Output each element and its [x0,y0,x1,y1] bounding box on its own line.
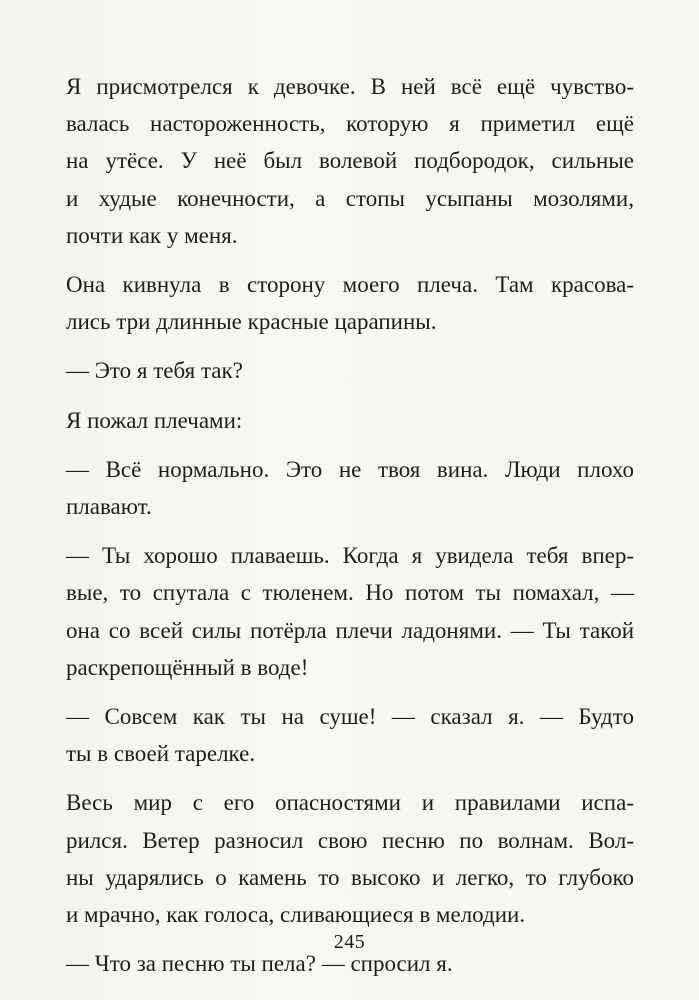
text-line: ты в своей тарелке. [66,741,256,767]
paragraph [66,451,634,525]
text-line: плавают. [66,494,152,520]
text-line: на утёсе. У неё был волевой подбородок, сильные [66,148,634,174]
text-line: — Совсем как ты на суше! — сказал я. — Будто [66,704,634,730]
text-line: Я присмотрелся к девочке. В ней всё ещё чувство- [66,74,634,99]
text-line: и мрачно, как голоса, сливающиеся в мелодии. [66,902,526,928]
body-text [66,68,634,994]
text-line: Я пожал плечами: [66,407,243,433]
paragraph [66,68,634,254]
text-line: лись три длинные красные царапины. [66,309,437,335]
paragraph [66,352,634,389]
paragraph [66,266,634,340]
text-line: — Всё нормально. Это не твоя вина. Люди плохо [66,456,634,482]
text-line: и худые конечности, а стопы усыпаны мозолями, [66,185,634,211]
text-line: — Ты хорошо плаваешь. Когда я увидела тебя впер- [66,543,634,569]
text-line: — Это я тебя так? [66,358,243,384]
text-line: раскрепощённый в воде! [66,654,309,680]
text-line: — Что за песню ты пела? — спросил я. [66,951,453,977]
text-line: она со всей силы потёрла плечи ладонями. — Ты такой [66,617,634,643]
page-number: 245 [333,931,366,953]
text-line: ны ударялись о камень то высоко и легко, то глубоко [66,864,634,890]
text-line: вые, то спутала с тюленем. Но потом ты помахал, — [66,580,634,606]
paragraph [66,698,634,772]
paragraph [66,784,634,933]
paragraph [66,402,634,439]
text-line: рился. Ветер разносил свою песню по волнам. Вол- [66,827,634,853]
text-line: Весь мир с его опасностями и правилами испа- [66,790,634,816]
paragraph [66,537,634,686]
text-line: Она кивнула в сторону моего плеча. Там красова- [66,272,634,298]
text-line: почти как у меня. [66,222,238,248]
text-line: валась настороженность, которую я приметил ещё [66,111,634,137]
